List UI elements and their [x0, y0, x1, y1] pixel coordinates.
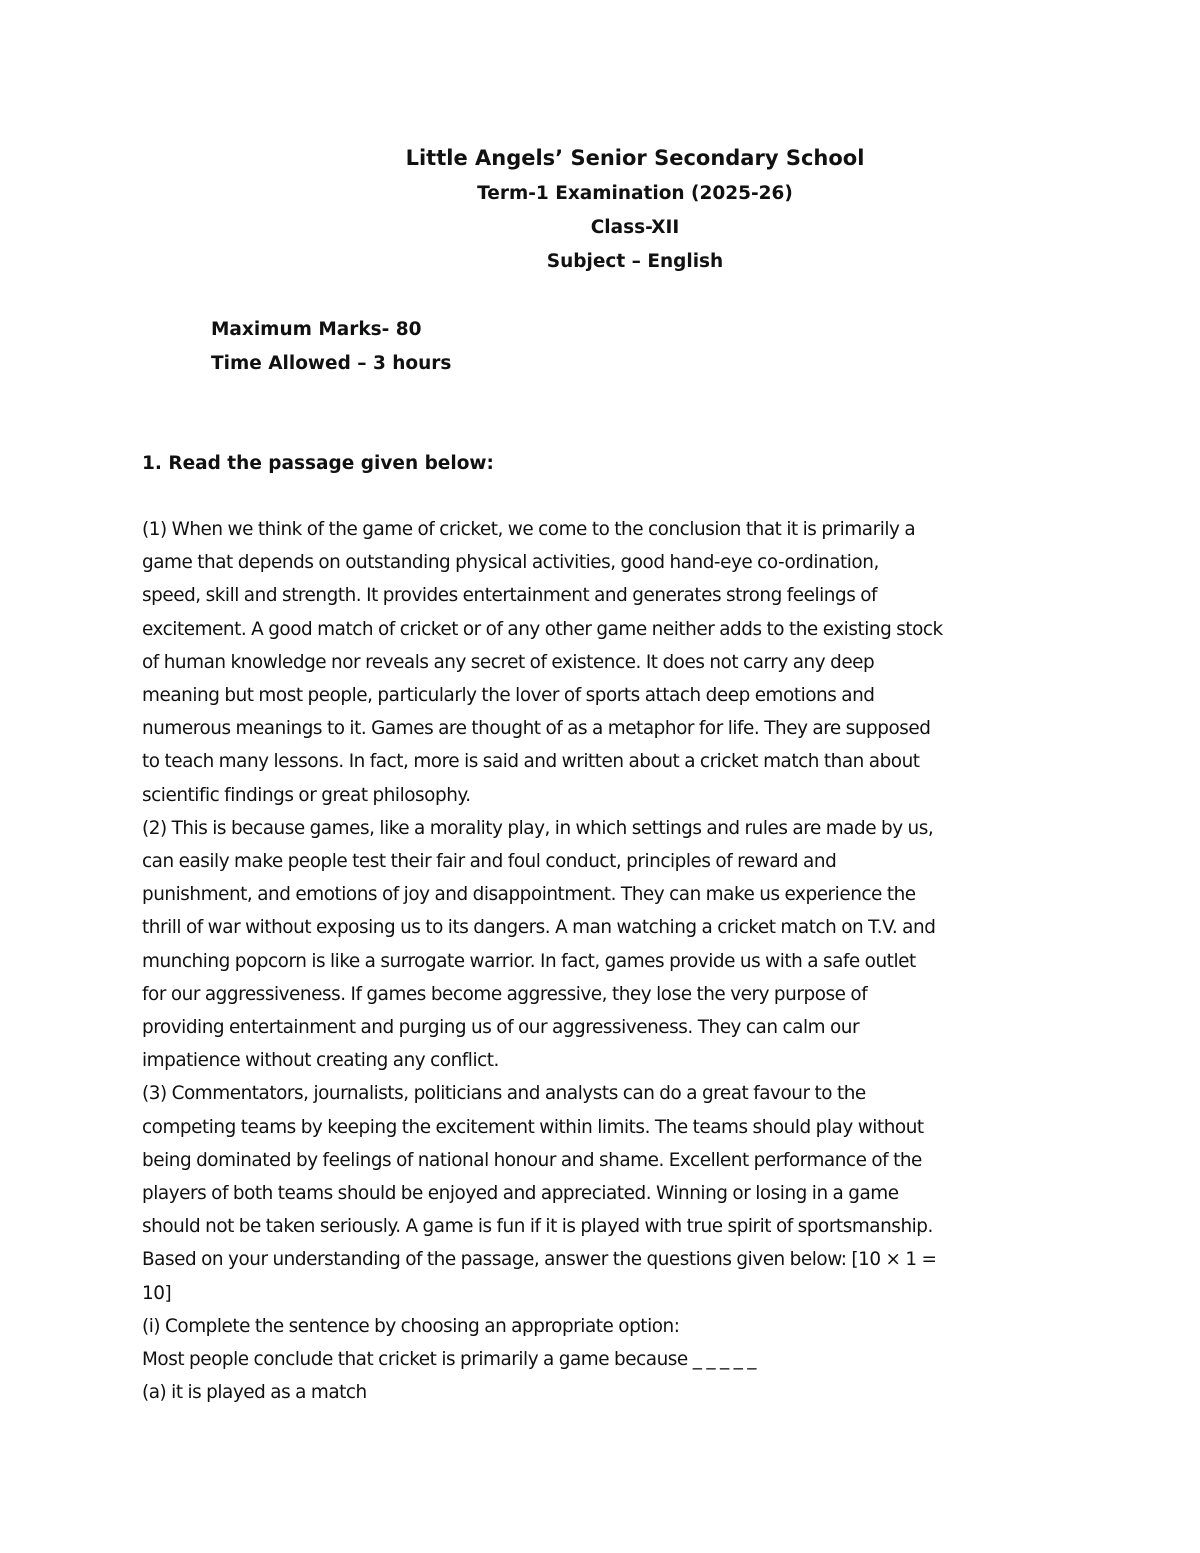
instruction-line: 10] — [142, 1282, 172, 1304]
sub-question: (i) Complete the sentence by choosing an appropriate option: — [142, 1315, 680, 1337]
subject-label: Subject – English — [546, 251, 724, 272]
passage-line: thrill of war without exposing us to its dangers. A man watching a cricket match on T.V. and — [142, 917, 936, 939]
question-1 — [142, 447, 1057, 1409]
passage-line: should not be taken seriously. A game is fun if it is played with true spirit of sportsmanship. — [142, 1216, 933, 1238]
option-a: (a) it is played as a match — [142, 1382, 367, 1404]
passage-line: competing teams by keeping the excitement within limits. The teams should play without — [142, 1116, 924, 1138]
passage-line: players of both teams should be enjoyed and appreciated. Winning or losing in a game — [142, 1183, 899, 1205]
passage-line: meaning but most people, particularly the lover of sports attach deep emotions and — [142, 685, 875, 707]
passage — [142, 513, 1057, 1409]
passage-line: impatience without creating any conflict. — [142, 1050, 499, 1072]
passage-line: numerous meanings to it. Games are thought of as a metaphor for life. They are supposed — [142, 718, 931, 740]
passage-line: game that depends on outstanding physical activities, good hand-eye co-ordination, — [142, 552, 879, 574]
exam-title: Term-1 Examination (2025-26) — [477, 183, 793, 204]
passage-line: can easily make people test their fair and foul conduct, principles of reward and — [142, 851, 837, 873]
instruction-line: Based on your understanding of the passage, answer the questions given below: [10 × 1 = — [142, 1249, 937, 1271]
passage-line: munching popcorn is like a surrogate warrior. In fact, games provide us with a safe outlet — [142, 950, 916, 972]
passage-line: providing entertainment and purging us of our aggressiveness. They can calm our — [142, 1017, 860, 1039]
school-name: Little Angels’ Senior Secondary School — [405, 146, 865, 170]
sub-question-stem: Most people conclude that cricket is primarily a game because _ _ _ _ _ — [142, 1349, 757, 1371]
passage-line: of human knowledge nor reveals any secret of existence. It does not carry any deep — [142, 651, 875, 673]
question-heading: 1. Read the passage given below: — [142, 453, 494, 474]
passage-line: (2) This is because games, like a morality play, in which settings and rules are made by us, — [142, 817, 934, 839]
time-allowed: Time Allowed – 3 hours — [211, 353, 452, 374]
passage-line: (3) Commentators, journalists, politicians and analysts can do a great favour to the — [142, 1083, 866, 1105]
passage-line: excitement. A good match of cricket or of any other game neither adds to the existing stock — [142, 618, 943, 640]
class-label: Class-XII — [590, 217, 680, 238]
exam-header — [0, 143, 1200, 279]
passage-line: being dominated by feelings of national honour and shame. Excellent performance of the — [142, 1149, 922, 1171]
passage-line: to teach many lessons. In fact, more is said and written about a cricket match than about — [142, 751, 920, 773]
passage-line: (1) When we think of the game of cricket, we come to the conclusion that it is primarily a — [142, 519, 916, 540]
passage-line: speed, skill and strength. It provides entertainment and generates strong feelings of — [142, 585, 878, 607]
maximum-marks: Maximum Marks- 80 — [211, 319, 422, 340]
passage-line: for our aggressiveness. If games become aggressive, they lose the very purpose of — [142, 983, 868, 1005]
passage-line: punishment, and emotions of joy and disappointment. They can make us experience the — [142, 884, 916, 906]
exam-meta — [211, 313, 451, 381]
passage-line: scientific findings or great philosophy. — [142, 784, 471, 806]
